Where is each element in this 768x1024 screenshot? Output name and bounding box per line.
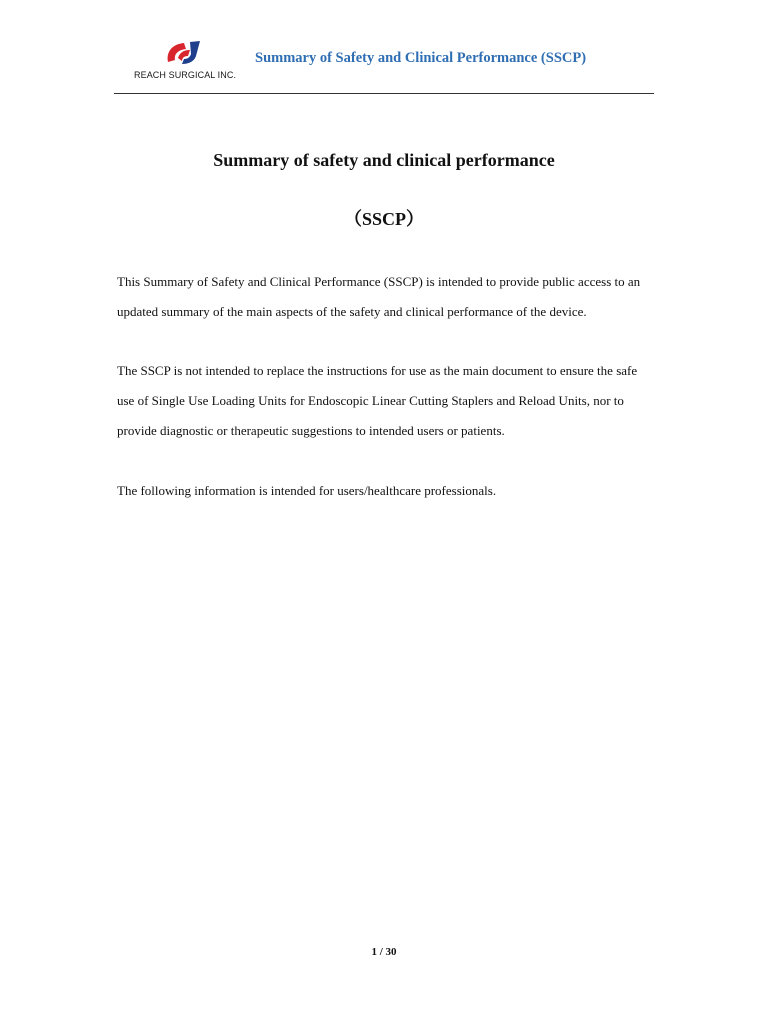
disclaimer-paragraph: The SSCP is not intended to replace the instructions for use as the main document to ensure the safe use of Single Use Loading Units for Endoscopic Linear Cutting Staplers and Reload Units, nor to provide diagnostic or therapeutic suggestions to intended users or patients. xyxy=(117,363,638,438)
page-number: 1 / 30 xyxy=(371,946,397,958)
audience-paragraph: The following information is intended for users/healthcare professionals. xyxy=(117,483,497,498)
logo-text: REACH SURGICAL INC. xyxy=(134,70,237,80)
company-logo xyxy=(134,38,244,86)
intro-paragraph: This Summary of Safety and Clinical Performance (SSCP) is intended to provide public access to an updated summary of the main aspects of the safety and clinical performance of the device. xyxy=(117,274,641,319)
document-subtitle: （SSCP） xyxy=(343,209,424,229)
page-header xyxy=(114,30,654,94)
reach-surgical-logo-icon xyxy=(164,38,208,68)
document-title: Summary of safety and clinical performance xyxy=(213,150,555,170)
header-title: Summary of Safety and Clinical Performance (SSCP) xyxy=(255,50,587,66)
